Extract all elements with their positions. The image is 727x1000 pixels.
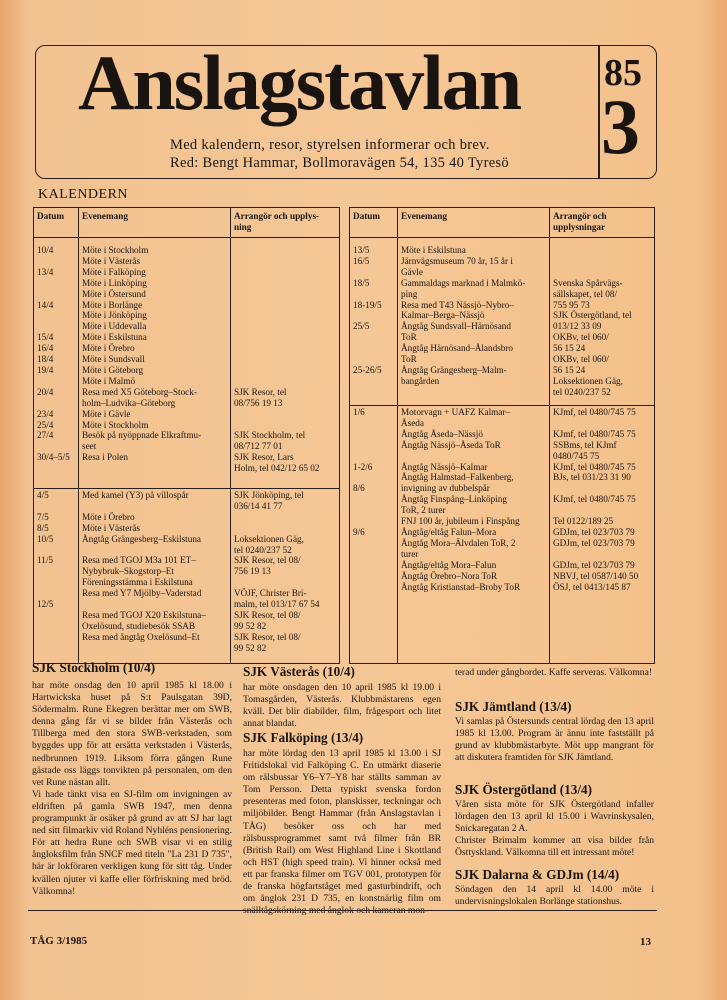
masthead-divider <box>598 45 600 178</box>
article-body-dalarna: Söndagen den 14 april kl 14.00 möte i undervisningslokalen Borlänge stationshus. <box>455 884 654 908</box>
organizer-cell: SJK Jönköping, tel 036/14 41 77 Loksektionen Gäg, tel 0240/237 52 SJK Resor, tel 08/ 756 19 13 VÖJF, Christer Bri- malm, tel 013/17 67 54 SJK Resor, tel 08/ 99 52 82 SJK Resor, tel 08/ 99 52 82 <box>231 489 340 664</box>
date-cell: 13/5 16/5 18/5 18-19/5 25/5 25-26/5 <box>350 238 398 406</box>
article-title-dalarna: SJK Dalarna & GDJm (14/4) <box>455 867 620 882</box>
footer-rule <box>28 910 657 911</box>
column-header-organizer: Arrangör och upplysningar <box>550 208 655 238</box>
column-header-organizer: Arrangör och upplys-ning <box>231 208 340 238</box>
masthead-editor: Red: Bengt Hammar, Bollmoravägen 54, 135 40 Tyresö <box>170 155 509 171</box>
date-cell: 10/4 13/4 14/4 15/4 16/4 18/4 19/4 20/4 23/4 25/4 27/4 30/4–5/5 <box>34 238 79 489</box>
masthead-subtitle: Med kalendern, resor, styrelsen informerar och brev. <box>170 137 490 153</box>
page-number: 13 <box>640 936 651 948</box>
calendar-heading: KALENDERN <box>38 187 129 202</box>
date-cell: 4/5 7/5 8/5 10/5 11/5 12/5 <box>34 489 79 664</box>
calendar-table-left <box>33 207 340 664</box>
article-title-jamtland: SJK Jämtland (13/4) <box>455 699 572 714</box>
table-row <box>350 406 655 664</box>
organizer-cell: SJK Resor, tel 08/756 19 13 SJK Stockholm, tel 08/712 77 01 SJK Resor, Lars Holm, tel 042/12 65 02 <box>231 238 340 489</box>
event-cell: Med kamel (Y3) på villospår Möte i Örebro Möte i Västerås Ångtåg Grängesberg–Eskilstuna Resa med TGOJ M3a 101 ET– Nybybruk–Skogstorp–Et Föreningsstämma i Eskilstuna Resa med Y7 Mjölby–Vaderstad Resa med TGOJ X20 Eskilstuna– Oxelösund, studiebesök SSAB Resa med ångtåg Oxelösund–Et <box>79 489 231 664</box>
table-row <box>34 238 340 489</box>
article-body-jamtland: Vi samlas på Östersunds central lördag den 13 april 1985 kl 13.00. Program är ännu inte fastställt på grund av klubbmästarbyte. Möt upp mangrant för att diskutera framtiden för SJK Jämtland. <box>455 716 654 764</box>
article-title-stockholm: SJK Stockholm (10/4) <box>32 660 156 675</box>
article-body-continued: terad under gångbordet. Kaffe serveras. Välkomna! <box>455 667 653 678</box>
article-title-falkoping: SJK Falköping (13/4) <box>243 730 364 745</box>
article-body-ostergotland: Våren sista möte för SJK Östergötland infaller lördagen den 13 april kl 15.00 i Wavrinskysalen, Snickaregatan 2 A. Christer Brimalm kommer att visa bilder från Östtyskland. Välkomna till ett intressant möte! <box>455 799 654 859</box>
event-cell: Möte i Eskilstuna Järnvägsmuseum 70 år, 15 år i Gävle Gammaldags marknad i Malmkö- ping Resa med T43 Nässjö–Nybro– Kalmar–Berga–Nässjö Ångtåg Sundsvall–Härnösand ToR Ångtåg Härnösand–Ålandsbro ToR Ångtåg Grängesberg–Malm- bangården <box>398 238 550 406</box>
masthead-title: Anslagstavlan <box>78 39 521 126</box>
article-title-ostergotland: SJK Östergötland (13/4) <box>455 782 593 797</box>
event-cell: Möte i Stockholm Möte i Västerås Möte i Falköping Möte i Linköping Möte i Östersund Möte i Borlänge Möte i Jönköping Möte i Uddevalla Möte i Eskilstuna Möte i Örebro Möte i Sundsvall Möte i Göteborg Möte i Malmö Resa med X5 Göteborg–Stock- holm–Ludvika–Göteborg Möte i Gävle Möte i Stockholm Besök på nyöppnade Elkraftmu- seet Resa i Polen <box>79 238 231 489</box>
event-cell: Motorvagn + UAFZ Kalmar– Åseda Ångtåg Åseda–Nässjö Ångtåg Nässjö–Åseda ToR Ångtåg Nässjö–Kalmar Ångtåg Halmstad–Falkenberg, invigning av dubbelspår Ångtåg Finspång–Linköping ToR, 2 turer FNJ 100 år, jubileum i Finspång Ångtåg/eltåg Falun–Mora Ångtåg Mora–Älvdalen ToR, 2 turer Ångtåg/eltåg Mora–Falun Ångtåg Örebro–Nora ToR Ångtåg Kristianstad–Broby ToR <box>398 406 550 664</box>
calendar-table-right <box>349 207 655 664</box>
footer-publication: TÅG 3/1985 <box>30 935 88 947</box>
column-header-date: Datum <box>34 208 79 238</box>
issue-number: 3 <box>601 83 640 170</box>
column-header-date: Datum <box>350 208 398 238</box>
organizer-cell: Svenska Spårvägs- sällskapet, tel 08/ 755 95 73 SJK Östergötland, tel 013/12 33 09 OKBv, tel 060/ 56 15 24 OKBv, tel 060/ 56 15 24 Loksektionen Gäg, tel 0240/237 52 <box>550 238 655 406</box>
article-body-falkoping: har möte lördag den 13 april 1985 kl 13.00 i SJ Fritidslokal vid Falköping C. En utmärkt diaserie om rälsbussar Y6–Y7–Y8 har ställts samman av Tom Persson. Detta typiskt svenska fordon presenteras med foton, planskisser, teckningar och miljöbilder. Bengt Hammar (från Anslagstavlan i TÅG) besöker oss och har med rälsbussprogrammet samt två filmer från BR (British Rail) om West Highland Line i Skottland och HST (high speed train). Vi hinner också med ett par franska filmer om TGV 001, prototypen för de franska högfartståget med gasturbindrift, och om ånglok 231 D 735, en konstnärlig film om <box>243 748 441 905</box>
organizer-cell: KJmf, tel 0480/745 75 KJmf, tel 0480/745 75 SSBms, tel KJmf 0480/745 75 KJmf, tel 0480/745 75 BJs, tel 031/23 31 90 KJmf, tel 0480/745 75 Tel 0122/189 25 GDJm, tel 023/703 79 GDJm, tel 023/703 79 GDJm, tel 023/703 79 NBVJ, tel 0587/140 50 ÖSJ, tel 0413/145 87 <box>550 406 655 664</box>
column-header-event: Evenemang <box>79 208 231 238</box>
table-row <box>34 489 340 664</box>
column-header-event: Evenemang <box>398 208 550 238</box>
table-row <box>350 238 655 406</box>
article-title-vasteras: SJK Västerås (10/4) <box>243 664 355 679</box>
date-cell: 1/6 1-2/6 8/6 9/6 <box>350 406 398 664</box>
issue-year: 85 <box>604 52 642 94</box>
article-body-stockholm: har möte onsdag den 10 april 1985 kl 18.00 i Hartwickska huset på S:t Paulsgatan 39D, Södermalm. Rune Ekegren berättar mer om SWB, denna gång får vi se bilder från Västerås och Tillberga med den stora SWB-verkstaden, som byggdes upp för att ersätta verkstaden i Västerås, nedbrunnen 1919. Liksom förra gången Rune gästade oss läggs tonvikten på personalen, om den vet Rune nästan allt. Vi hade tänkt visa en SJ-film om invigningen av eldriften på gamla SWB 1947, men denna programpunkt är osäker på grund av att SJ har lagt ned sitt filmarkiv vid Roland Nyhléns pensionering. För att hedra Rune och SWB visar vi en stilig ångloksfilm från SNCF med titeln "La 231 D 735", här är lokföraren verkligen kung för sitt tåg. Under kvällen njuter vi kaffe eller förfriskning med bröd. Välkomna! <box>32 680 232 897</box>
article-body-vasteras: har möte onsdagen den 10 april 1985 kl 19.00 i Tomasgården, Västerås. Klubbmästarens egen kväll. Det blir diabilder, film, frågesport och litet annat blandat. <box>243 682 441 730</box>
